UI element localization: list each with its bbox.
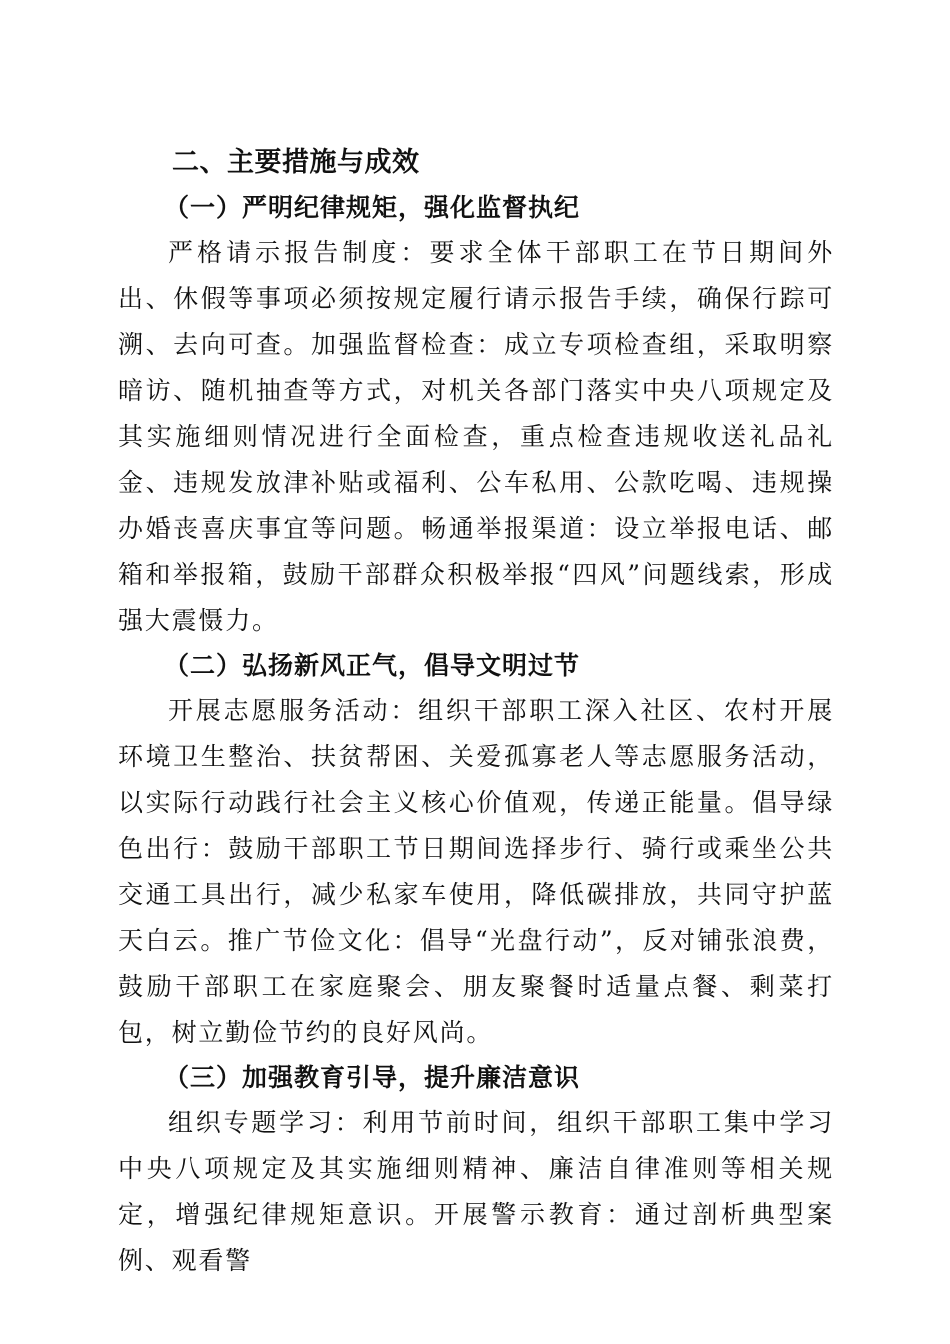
subsection-title: （二）弘扬新风正气，倡导文明过节 xyxy=(164,651,581,680)
subsection-paragraph: 开展志愿服务活动：组织干部职工深入社区、农村开展环境卫生整治、扶贫帮困、关爱孤寡老人等志愿服务活动，以实际行动践行社会主义核心价值观，传递正能量。倡导绿色出行：鼓励干部职工节日期间选择步行、骑行或乘坐公共交通工具出行，减少私家车使用，降低碳排放，共同守护蓝天白云。推广节俭文化：倡导“光盘行动”，反对铺张浪费，鼓励干部职工在家庭聚会、朋友聚餐时适量点餐、剩菜打包，树立勤俭节约的良好风尚。 xyxy=(118,696,834,1047)
subsection-3 xyxy=(118,1056,834,1284)
subsection-2 xyxy=(118,644,834,1056)
document-content xyxy=(118,142,834,1284)
subsection-title: （三）加强教育引导，提升廉洁意识 xyxy=(164,1063,581,1092)
subsection-1 xyxy=(118,186,834,644)
subsection-title: （一）严明纪律规矩，强化监督执纪 xyxy=(164,193,581,222)
section-heading: 二、主要措施与成效 xyxy=(172,147,420,178)
subsection-paragraph: 组织专题学习：利用节前时间，组织干部职工集中学习中央八项规定及其实施细则精神、廉洁自律准则等相关规定，增强纪律规矩意识。开展警示教育：通过剖析典型案例、观看警 xyxy=(118,1108,834,1275)
subsection-paragraph: 严格请示报告制度：要求全体干部职工在节日期间外出、休假等事项必须按规定履行请示报告手续，确保行踪可溯、去向可查。加强监督检查：成立专项检查组，采取明察暗访、随机抽查等方式，对机关各部门落实中央八项规定及其实施细则情况进行全面检查，重点检查违规收送礼品礼金、违规发放津补贴或福利、公车私用、公款吃喝、违规操办婚丧喜庆事宜等问题。畅通举报渠道：设立举报电话、邮箱和举报箱，鼓励干部群众积极举报“四风”问题线索，形成强大震慑力。 xyxy=(118,238,834,635)
